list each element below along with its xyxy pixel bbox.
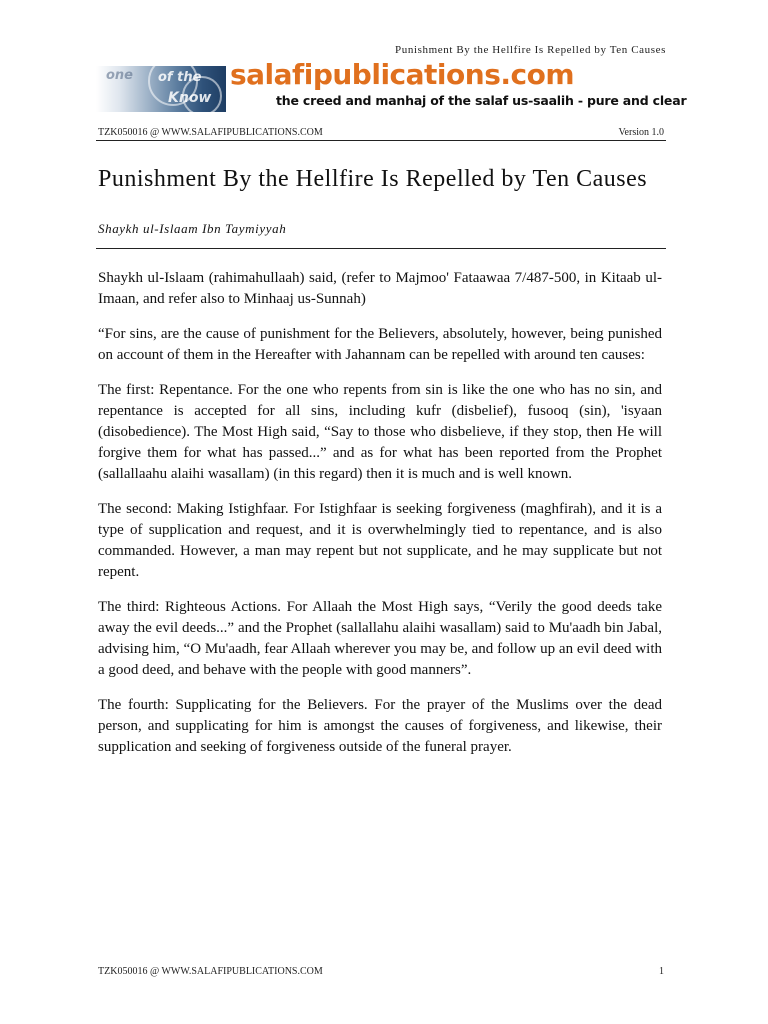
article-title: Punishment By the Hellfire Is Repelled by Ten Causes <box>98 166 648 192</box>
document-id: TZK050016 @ WWW.SALAFIPUBLICATIONS.COM <box>98 127 323 138</box>
paragraph: The fourth: Supplicating for the Believers. For the prayer of the Muslims over the dead person, and supplicating for him is amongst the causes of forgiveness, and likewise, their supplication and seeking of forgiveness outside of the funeral prayer. <box>98 697 662 755</box>
logo-photo-word: of the <box>158 70 202 85</box>
article-body <box>98 268 662 772</box>
header-divider <box>96 140 666 141</box>
site-banner[interactable] <box>96 58 687 118</box>
article-author: Shaykh ul-Islaam Ibn Taymiyyah <box>98 221 287 236</box>
brand-tagline: the creed and manhaj of the salaf us-saalih - pure and clear <box>276 93 687 108</box>
page-number: 1 <box>659 966 664 977</box>
paragraph: The first: Repentance. For the one who repents from sin is like the one who has no sin, and repentance is accepted for all sins, including kufr (disbelief), fusooq (sin), 'isyaan (disobedience). The Most High said, “Say to those who disbelieve, if they stop, then He will forgive them for what has passed...” and as for what has been reported from the Prophet (sallallaahu alaihi wasallam) (in this regard) then it is much and is well known. <box>98 382 662 482</box>
running-header-title: Punishment By the Hellfire Is Repelled by Ten Causes <box>395 44 666 56</box>
footer-document-id: TZK050016 @ WWW.SALAFIPUBLICATIONS.COM <box>98 966 323 977</box>
brand-name[interactable]: salafipublications.com <box>230 58 575 91</box>
logo-photo <box>96 66 226 112</box>
title-divider <box>96 248 666 249</box>
paragraph: “For sins, are the cause of punishment for the Believers, absolutely, however, being punished on account of them in the Hereafter with Jahannam can be repelled with around ten causes: <box>98 326 662 363</box>
paragraph: Shaykh ul-Islaam (rahimahullaah) said, (refer to Majmoo' Fataawaa 7/487-500, in Kitaab ul-Imaan, and refer also to Minhaaj us-Sunnah) <box>98 270 662 307</box>
document-version: Version 1.0 <box>618 127 664 138</box>
logo-photo-word: one <box>106 68 134 83</box>
paragraph: The second: Making Istighfaar. For Istighfaar is seeking forgiveness (maghfirah), and it is a type of supplication and request, and it is overwhelmingly tied to repentance, and is also commanded. However, a man may repent but not supplicate, and he may supplicate but not repent. <box>98 501 662 580</box>
paragraph: The third: Righteous Actions. For Allaah the Most High says, “Verily the good deeds take away the evil deeds...” and the Prophet (sallallahu alaihi wasallam) said to Mu'aadh bin Jabal, advising him, “O Mu'aadh, fear Allaah wherever you may be, and follow up an evil deed with a good deed, and behave with the people with good manners”. <box>98 599 662 678</box>
logo-photo-word: Know <box>168 90 212 106</box>
